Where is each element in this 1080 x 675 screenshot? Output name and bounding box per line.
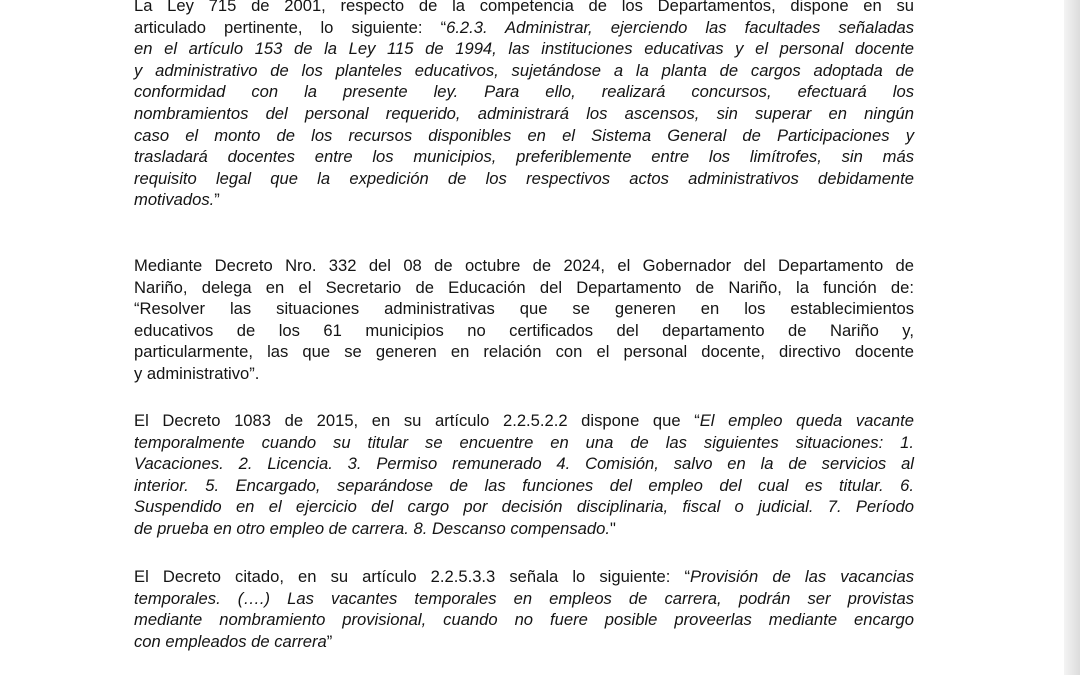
text-segment: ” (326, 631, 333, 651)
text-segment: Nariño, delega en el Secretario de Educación del Departamento de Nariño, la función de: (134, 277, 914, 297)
text-segment: La Ley 715 de 2001, respecto de la competencia de los Departamentos, dispone en su (134, 0, 914, 15)
text-line (134, 588, 914, 610)
paragraph-ley-715 (134, 0, 914, 211)
text-segment: 6.2.3. Administrar, ejerciendo las facultades señaladas (446, 17, 914, 37)
text-line (134, 609, 914, 631)
text-line (134, 631, 914, 653)
text-line (134, 277, 914, 299)
text-line (134, 475, 914, 497)
text-line (134, 146, 914, 168)
text-line (134, 320, 914, 342)
text-segment: en el artículo 153 de la Ley 115 de 1994, las instituciones educativas y el personal docente (134, 39, 914, 59)
text-line (134, 432, 914, 454)
text-segment: El Decreto citado, en su artículo 2.2.5.3.3 señala lo siguiente: “ (134, 567, 691, 586)
text-line (134, 168, 914, 190)
page-edge (1064, 0, 1080, 675)
text-line (134, 363, 914, 385)
text-segment: " (609, 518, 616, 538)
text-line (134, 60, 914, 82)
text-segment: temporales. (….) Las vacantes temporales en empleos de carrera, podrán ser provistas (134, 588, 914, 608)
text-segment: nombramientos del personal requerido, administrará los ascensos, sin superar en ningún (134, 103, 914, 123)
text-line (134, 103, 914, 125)
text-segment: y administrativo”. (134, 363, 260, 383)
text-segment: “Resolver las situaciones administrativas que se generen en los establecimientos (134, 299, 914, 319)
text-line (134, 496, 914, 518)
text-segment: caso el monto de los recursos disponibles en el Sistema General de Participaciones y (134, 125, 914, 145)
text-line (134, 518, 914, 540)
text-segment: El empleo queda vacante (699, 411, 914, 430)
text-segment: Vacaciones. 2. Licencia. 3. Permiso remunerado 4. Comisión, salvo en la de servicios al (134, 454, 914, 474)
text-segment: particularmente, las que se generen en relación con el personal docente, directivo docente (134, 342, 914, 362)
text-line (134, 0, 914, 17)
text-line (134, 125, 914, 147)
text-segment: mediante nombramiento provisional, cuando no fuere posible proveerlas mediante encargo (134, 610, 914, 630)
text-line (134, 81, 914, 103)
text-segment: El Decreto 1083 de 2015, en su artículo 2.2.5.2.2 dispone que “ (134, 411, 700, 430)
text-line (134, 453, 914, 475)
text-segment: Provisión de las vacancias (690, 567, 914, 586)
text-line (134, 255, 914, 277)
text-line (134, 298, 914, 320)
text-segment: trasladará docentes entre los municipios, preferiblemente entre los limítrofes, sin más (134, 147, 914, 167)
paragraph-decreto-332 (134, 255, 914, 385)
text-segment: temporalmente cuando su titular se encuentre en una de las siguientes situaciones: 1. (134, 432, 914, 452)
text-segment: articulado pertinente, lo siguiente: “ (134, 17, 447, 37)
text-line (134, 38, 914, 60)
text-segment: con empleados de carrera (134, 631, 327, 651)
text-segment: Suspendido en el ejercicio del cargo por decisión disciplinaria, fiscal o judicial. 7. Período (134, 497, 914, 517)
text-segment: conformidad con la presente ley. Para ello, realizará concursos, efectuará los (134, 82, 914, 102)
text-segment: de prueba en otro empleo de carrera. 8. Descanso compensado. (134, 518, 610, 538)
text-line (134, 17, 914, 39)
text-segment: Mediante Decreto Nro. 332 del 08 de octubre de 2024, el Gobernador del Departamento de (134, 256, 914, 275)
text-segment: y administrativo de los planteles educativos, sujetándose a la planta de cargos adoptada de (134, 60, 914, 80)
text-segment: requisito legal que la expedición de los respectivos actos administrativos debidamente (134, 168, 914, 188)
text-line (134, 410, 914, 432)
text-segment: ” (214, 190, 220, 210)
text-segment: educativos de los 61 municipios no certificados del departamento de Nariño y, (134, 320, 914, 340)
text-segment: motivados. (134, 190, 215, 210)
text-line (134, 341, 914, 363)
text-line (134, 566, 914, 588)
paragraph-decreto-1083 (134, 410, 914, 540)
text-segment: interior. 5. Encargado, separándose de las funciones del empleo del cual es titular. 6. (134, 475, 914, 495)
paragraph-decreto-citado (134, 566, 914, 652)
text-line (134, 189, 914, 211)
